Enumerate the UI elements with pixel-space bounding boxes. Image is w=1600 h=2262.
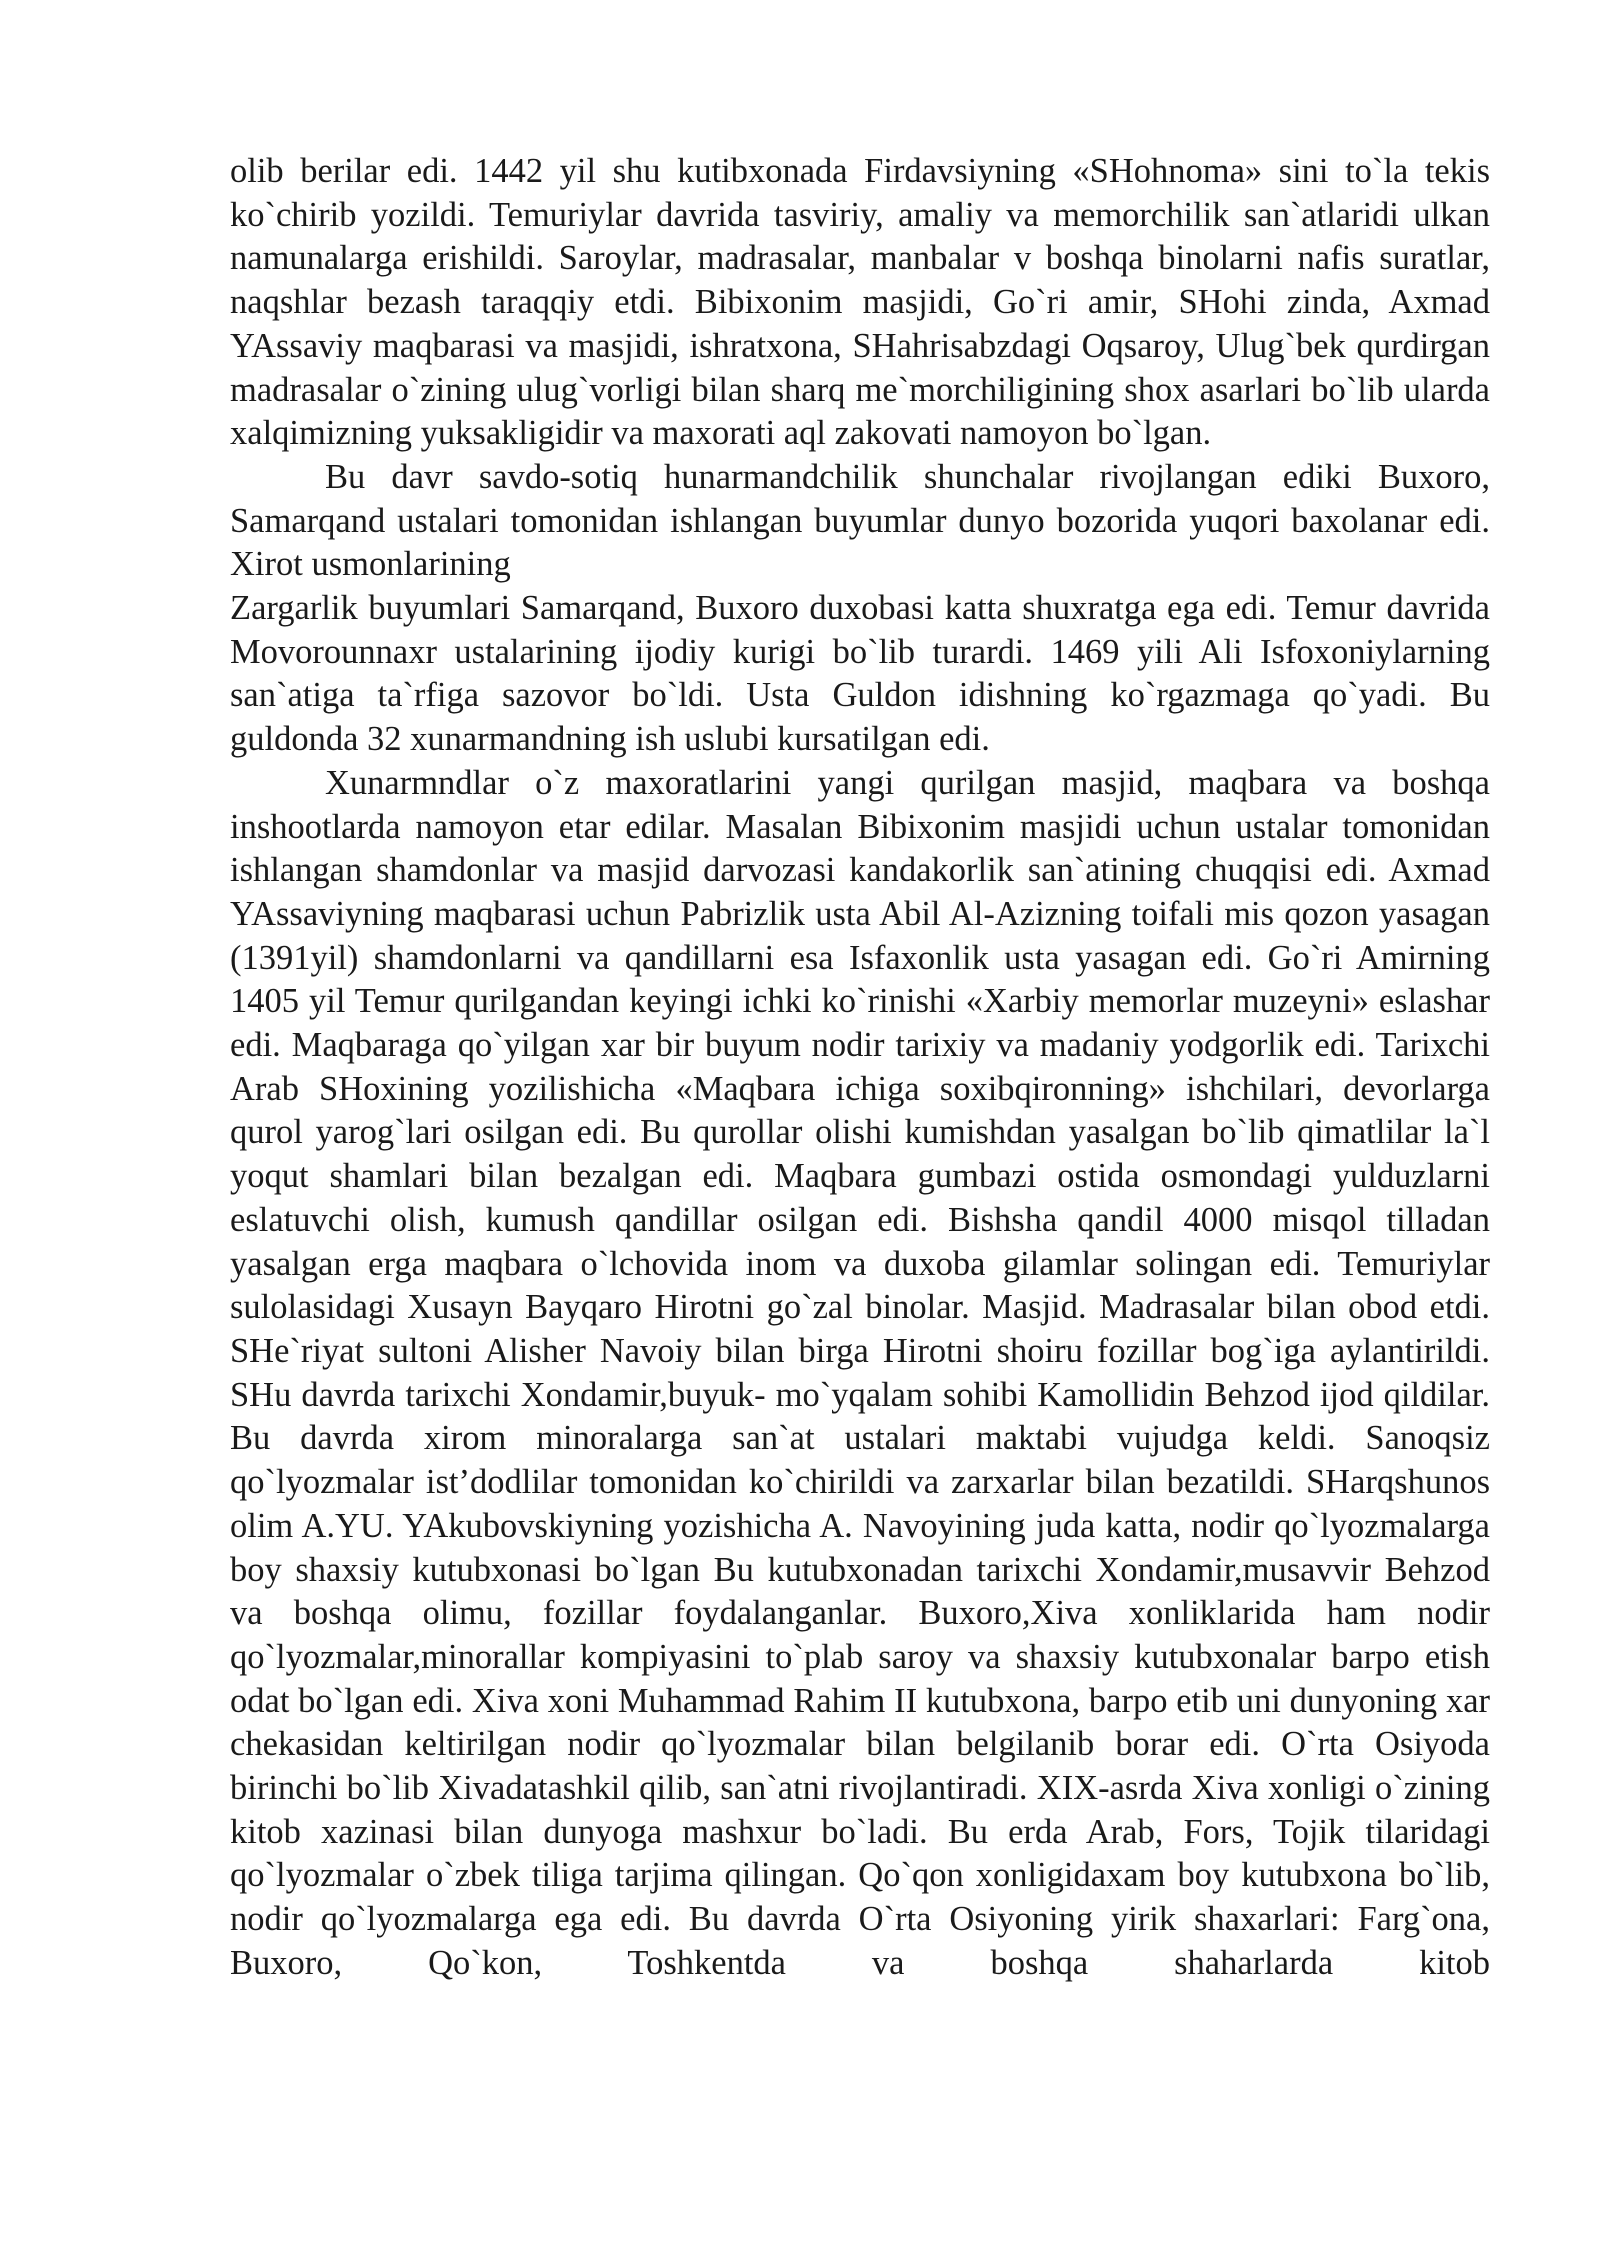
paragraph-temuriylar-art: olib berilar edi. 1442 yil shu kutibxonada Firdavsiyning «SHohnoma» sini to`la tekis ko`chirib yozildi. Temuriylar davrida tasviriy, amaliy va memorchilik san`atlaridi ulkan namunalarga erishildi. Saroylar, madrasalar, manbalar v boshqa binolarni nafis suratlar, naqshlar bezash taraqqiy etdi. Bibixonim masjidi, Go`ri amir, SHohi zinda, Axmad YAssaviy maqbarasi va masjidi, ishratxona, SHahrisabzdagi Oqsaroy, Ulug`bek qurdirgan madrasalar o`zining ulug`vorligi bilan sharq me`morchiligining shox asarlari bo`lib ularda xalqimizning yuksakligidir va maxorati aql zakovati namoyon bo`lgan.	[230, 152, 1490, 453]
paragraph-jewelry: Zargarlik buyumlari Samarqand, Buxoro duxobasi katta shuxratga ega edi. Temur davrida Movorounnaxr ustalarining ijodiy kurigi bo`lib turardi. 1469 yili Ali Isfoxoniylarning san`atiga ta`rfiga sazovor bo`ldi. Usta Guldon idishning ko`rgazmaga qo`yadi. Bu guldonda 32 xunarmandning ish uslubi kursatilgan edi.	[230, 589, 1490, 759]
document-page	[230, 150, 1490, 1986]
paragraph-craftsmen-libraries: Xunarmndlar o`z maxoratlarini yangi qurilgan masjid, maqbara va boshqa inshootlarda namoyon etar edilar. Masalan Bibixonim masjidi uchun ustalar tomonidan ishlangan shamdonlar va masjid darvozasi kandakorlik san`atining chuqqisi edi. Axmad YAssaviyning maqbarasi uchun Pabrizlik usta Abil Al-Azizning toifali mis qozon yasagan (1391yil) shamdonlarni va qandillarni esa Isfaxonlik usta yasagan edi. Go`ri Amirning 1405 yil Temur qurilgandan keyingi ichki ko`rinishi «Xarbiy memorlar muzeyni» eslashar edi. Maqbaraga qo`yilgan xar bir buyum nodir tarixiy va madaniy yodgorlik edi. Tarixchi Arab SHoxining yozilishicha «Maqbara ichiga soxibqironning» ishchilari, devorlarga qurol yarog`lari osilgan edi. Bu qurollar olishi kumishdan yasalgan bo`lib qimatlilar la`l yoqut shamlari bilan bezalgan edi. Maqbara gumbazi ostida osmondagi yulduzlarni eslatuvchi olish, kumush qandillar osilgan edi. Bishsha qandil 4000 misqol tilladan yasalgan erga maqbara o`lchovida inom va duxoba gilamlar solingan edi. Temuriylar sulolasidagi Xusayn Bayqaro Hirotni go`zal binolar. Masjid. Madrasalar bilan obod etdi. SHe`riyat sultoni Alisher Navoiy bilan birga Hirotni shoiru fozillar bog`iga aylantirildi. SHu davrda tarixchi Xondamir,buyuk- mo`yqalam sohibi Kamollidin Behzod ijod qildilar. Bu davrda xirom minoralarga san`at ustalari maktabi vujudga keldi. Sanoqsiz qo`lyozmalar ist’dodlilar tomonidan ko`chirildi va zarxarlar bilan bezatildi. SHarqshunos olim A.YU. YAkubovskiyning yozishicha A. Navoyining juda katta, nodir qo`lyozmalarga boy shaxsiy kutubxonasi bo`lgan Bu kutubxonadan tarixchi Xondamir,musavvir Behzod va boshqa olimu, fozillar foydalanganlar. Buxoro,Xiva xonliklarida ham nodir qo`lyozmalar,minorallar kompiyasini to`plab saroy va shaxsiy kutubxonalar barpo etish odat bo`lgan edi. Xiva xoni Muhammad Rahim II kutubxona, barpo etib uni dunyoning xar chekasidan keltirilgan nodir qo`lyozmalar bilan belgilanib borar edi. O`rta Osiyoda birinchi bo`lib Xivadatashkil qilib, san`atni rivojlantiradi. XIX-asrda Xiva xonligi o`zining kitob xazinasi bilan dunyoga mashxur bo`ladi. Bu erda Arab, Fors, Tojik tilaridagi qo`lyozmalar o`zbek tiliga tarjima qilingan. Qo`qon xonligidaxam boy kutubxona bo`lib, nodir qo`lyozmalarga ega edi. Bu davrda O`rta Osiyoning yirik shaxarlari: Farg`ona, Buxoro, Qo`kon, Toshkentda va boshqa shaharlarda kitob	[230, 763, 1490, 1982]
paragraph-trade-crafts: Bu davr savdo-sotiq hunarmandchilik shunchalar rivojlangan ediki Buxoro, Samarqand ustalari tomonidan ishlangan buyumlar dunyo bozorida yuqori baxolanar edi. Xirot usmonlarining	[230, 457, 1490, 584]
